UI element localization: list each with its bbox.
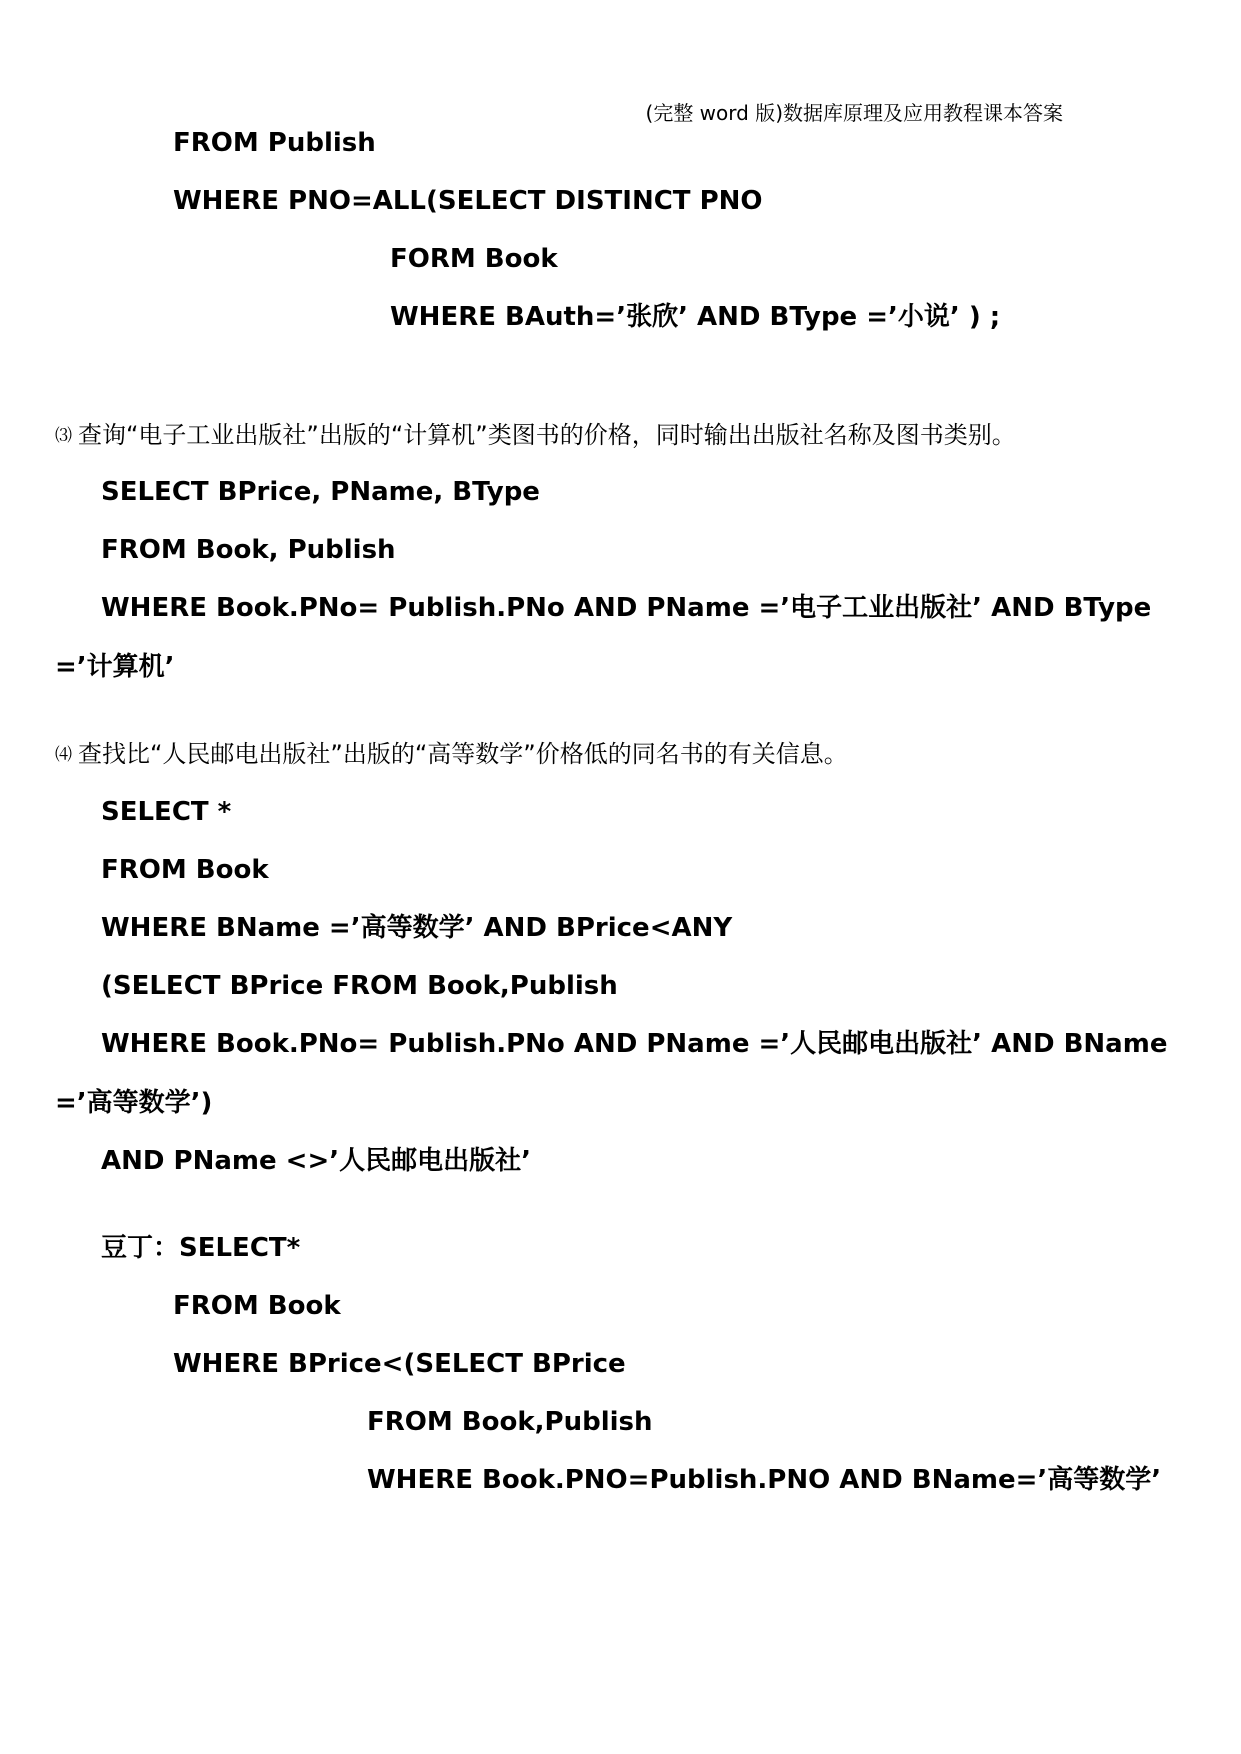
code-line: FROM Book, Publish — [101, 535, 396, 565]
code-line: WHERE BName =’高等数学’ AND BPrice<ANY — [101, 913, 733, 943]
code-line: FROM Publish — [173, 128, 376, 158]
code-line: FORM Book — [390, 244, 558, 274]
code-line: SELECT * — [101, 797, 232, 827]
question-text: 查询“电子工业出版社”出版的“计算机”类图书的价格，同时输出出版社名称及图书类别。 — [78, 421, 1016, 449]
code-line: FROM Book — [173, 1291, 341, 1321]
question-number: ⑶ — [55, 426, 72, 446]
code-line: 豆丁：SELECT* — [101, 1233, 301, 1263]
question-number: ⑷ — [55, 745, 72, 765]
code-line: WHERE Book.PNo= Publish.PNo AND PName =’人民邮电出版社’ AND BName — [101, 1029, 1168, 1059]
code-line: =’计算机’ — [55, 652, 175, 682]
code-line: WHERE BAuth=’张欣’ AND BType =’小说’ ) ; — [390, 302, 1001, 332]
question-text: 查找比“人民邮电出版社”出版的“高等数学”价格低的同名书的有关信息。 — [78, 740, 848, 768]
code-line: WHERE PNO=ALL(SELECT DISTINCT PNO — [173, 186, 763, 216]
code-line: WHERE Book.PNo= Publish.PNo AND PName =’电子工业出版社’ AND BType — [101, 593, 1152, 623]
code-line: WHERE Book.PNO=Publish.PNO AND BName=’高等数学’ — [367, 1465, 1162, 1495]
page-header: (完整 word 版)数据库原理及应用教程课本答案 — [645, 101, 1063, 125]
code-line: (SELECT BPrice FROM Book,Publish — [101, 971, 618, 1001]
code-line: AND PName <>’人民邮电出版社’ — [101, 1146, 531, 1176]
code-line: FROM Book,Publish — [367, 1407, 653, 1437]
code-line: FROM Book — [101, 855, 269, 885]
code-line: =’高等数学’) — [55, 1088, 213, 1118]
code-line: WHERE BPrice<(SELECT BPrice — [173, 1349, 626, 1379]
code-line: SELECT BPrice, PName, BType — [101, 477, 540, 507]
question-4 — [55, 739, 848, 770]
question-3 — [55, 420, 1016, 451]
